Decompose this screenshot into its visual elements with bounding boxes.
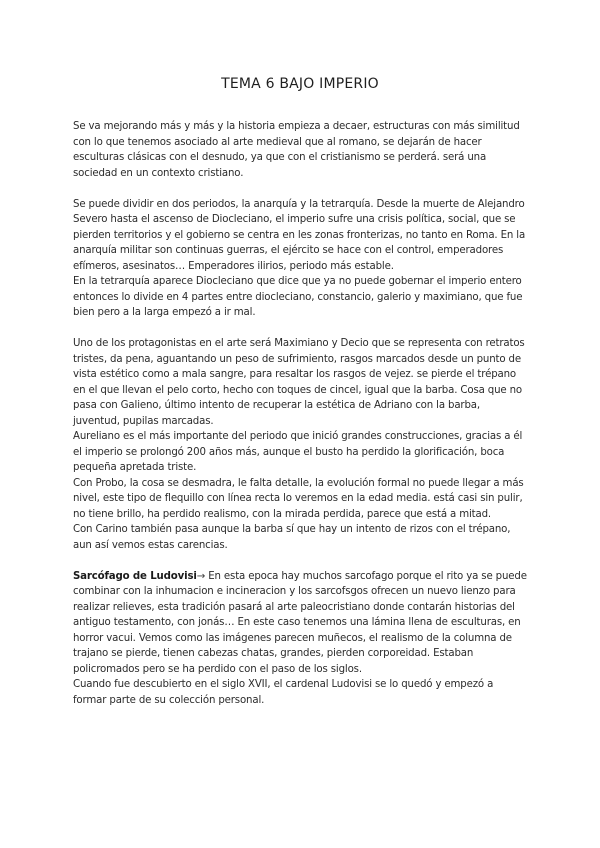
paragraph-gap xyxy=(73,181,529,197)
paragraph-ludovisi-text: En esta epoca hay muchos sarcofago porque el rito ya se puede combinar con la inhumacion e incineracion y los sarcofsgos ofrecen un nuevo lienzo para realizar relieves, esta tradición pasará al arte paleocristiano donde contarán historias del antiguo testamento, con jonás… En este caso tenemos una lámina llena de esculturas, en horror vacui. Vemos como las imágenes parecen muñecos, el realismo de la columna de trajano se pierde, tienen cabezas chatas, grandes, pierden corporeidad. Estaban policromados pero se ha perdido con el paso de los siglos. xyxy=(73,570,527,675)
paragraph-discovery: Cuando fue descubierto en el siglo XVII, el cardenal Ludovisi se lo quedó y empezó a formar parte de su colección personal. xyxy=(73,679,494,706)
paragraph-gap xyxy=(73,321,529,337)
paragraph-aureliano: Aureliano es el más importante del periodo que inició grandes construcciones, gracias a él el imperio se prolongó 200 años más, aunque el busto ha perdido la glorificación, boca pequeña apretada triste. xyxy=(73,431,523,473)
paragraph-carino: Con Carino también pasa aunque la barba sí que hay un intento de rizos con el trépano, aun así vemos estas carencias. xyxy=(73,524,511,551)
page-title: TEMA 6 BAJO IMPERIO xyxy=(221,76,379,92)
paragraph-intro: Se va mejorando más y más y la historia empieza a decaer, estructuras con más similitud con lo que tenemos asociado al arte medieval que al romano, se dejarán de hacer esculturas clásicas con el desnudo, ya que con el cristianismo se perderá. será una sociedad en un contexto cristiano. xyxy=(73,121,520,179)
paragraph-tetrarchy: En la tetrarquía aparece Diocleciano que dice que ya no puede gobernar el imperio entero entonces lo divide en 4 partes entre diocleciano, constancio, galerio y maximiano, que fue bien pero a la larga empezó a ir mal. xyxy=(73,276,523,318)
paragraph-maximiano: Uno de los protagonistas en el arte será Maximiano y Decio que se representa con retratos tristes, da pena, aguantando un peso de sufrimiento, rasgos marcados desde un punto de vista estético como a mala sangre, para resaltar los rasgos de vejez. se pierde el trépano en el que llevan el pelo corto, hecho con toques de cincel, igual que la barba. Cosa que no pasa con Galieno, último intento de recuperar la estética de Adriano con la barba, juventud, pupilas marcadas. xyxy=(73,338,525,427)
arrow-right-icon: → xyxy=(196,570,206,582)
paragraph-ludovisi xyxy=(73,569,529,678)
paragraph-gap xyxy=(73,553,529,569)
document-body xyxy=(73,119,529,708)
paragraph-probo: Con Probo, la cosa se desmadra, le falta detalle, la evolución formal no puede llegar a más nivel, este tipo de flequillo con línea recta lo veremos en la edad media. está casi sin pulir, no tiene brillo, ha perdido realismo, con la mirada perdida, parece que está a mitad. xyxy=(73,477,524,520)
section-subtitle: Sarcófago de Ludovisi xyxy=(73,570,197,582)
paragraph-periods: Se puede dividir en dos periodos, la anarquía y la tetrarquía. Desde la muerte de Alejandro Severo hasta el ascenso de Diocleciano, el imperio sufre una crisis política, social, que se pierden territorios y el gobierno se centra en les zonas fronterizas, no tanto en Roma. En la anarquía militar son continuas guerras, el ejército se hace con el control, emperadores efímeros, asesinatos… Emperadores ilirios, periodo más estable. xyxy=(73,198,526,272)
